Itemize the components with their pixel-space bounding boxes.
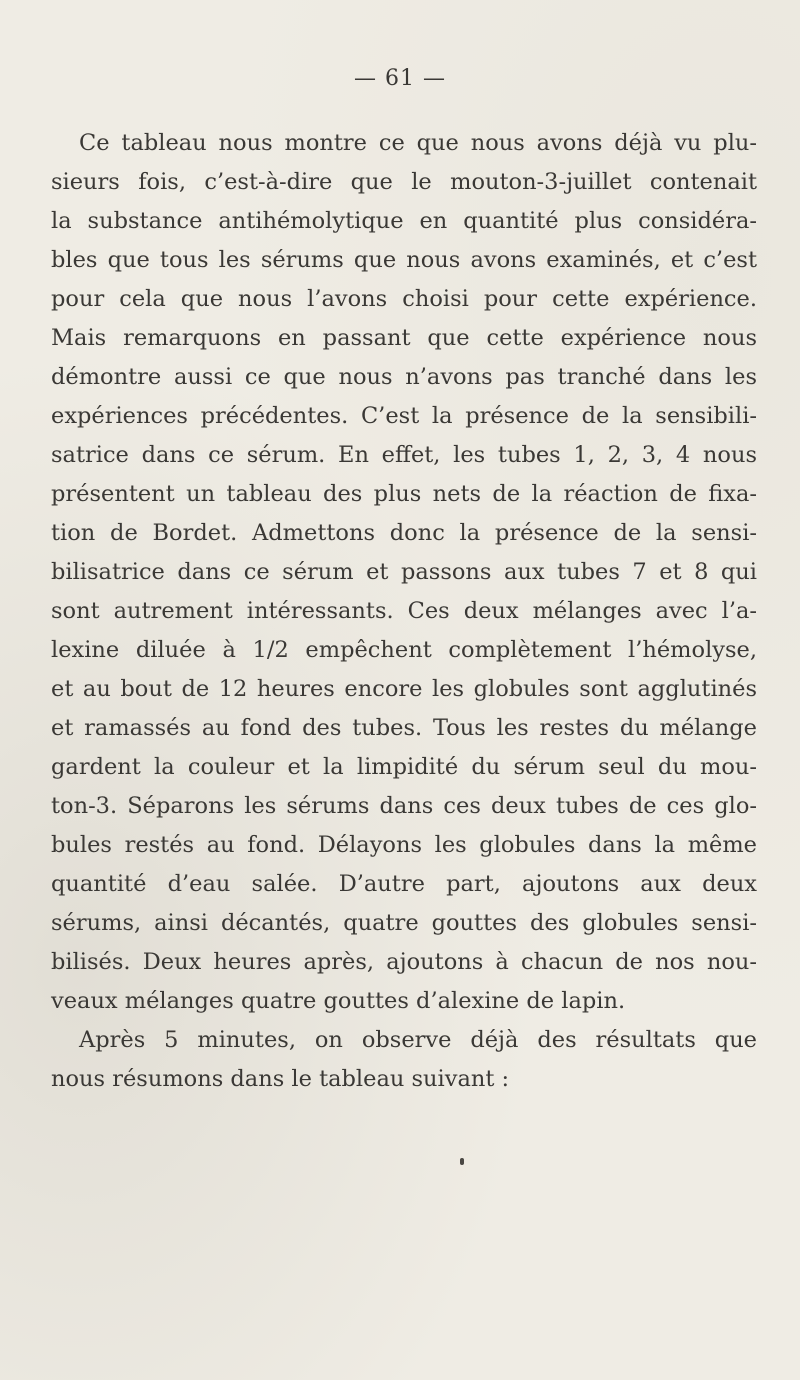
text-line: bilisatrice dans ce sérum et passons aux tubes 7 et 8 qui [51, 559, 757, 585]
page-number: — 61 — [354, 66, 446, 91]
text-line: la substance antihémolytique en quantité plus considéra- [51, 208, 757, 234]
text-line: sérums, ainsi décantés, quatre gouttes des globules sensi- [51, 910, 757, 936]
ink-speck [460, 1158, 464, 1165]
text-line: tion de Bordet. Admettons donc la présence de la sensi- [51, 520, 757, 546]
text-line: gardent la couleur et la limpidité du sérum seul du mou- [51, 754, 757, 780]
text-line: démontre aussi ce que nous n’avons pas tranché dans les [51, 364, 757, 390]
text-line: Ce tableau nous montre ce que nous avons déjà vu plu- [79, 130, 757, 156]
text-line: sieurs fois, c’est-à-dire que le mouton-3-juillet contenait [51, 169, 757, 195]
text-line: ton-3. Séparons les sérums dans ces deux tubes de ces glo- [51, 793, 757, 819]
text-line: satrice dans ce sérum. En effet, les tubes 1, 2, 3, 4 nous [51, 442, 757, 468]
text-line: expériences précédentes. C’est la présence de la sensibili- [51, 403, 757, 429]
text-line: sont autrement intéressants. Ces deux mélanges avec l’a- [51, 598, 757, 624]
text-line: et ramassés au fond des tubes. Tous les restes du mélange [51, 715, 757, 741]
body-text [51, 124, 757, 1099]
text-line: présentent un tableau des plus nets de la réaction de fixa- [51, 481, 757, 507]
text-line: et au bout de 12 heures encore les globules sont agglutinés [51, 676, 757, 702]
text-line: pour cela que nous l’avons choisi pour cette expérience. [51, 286, 757, 312]
text-line: Mais remarquons en passant que cette expérience nous [51, 325, 757, 351]
text-line: Après 5 minutes, on observe déjà des résultats que [79, 1027, 757, 1053]
text-line: nous résumons dans le tableau suivant : [51, 1066, 510, 1092]
text-line: bilisés. Deux heures après, ajoutons à chacun de nos nou- [51, 949, 757, 975]
text-line: veaux mélanges quatre gouttes d’alexine de lapin. [51, 988, 626, 1014]
paragraph-2 [51, 1021, 757, 1099]
text-line: lexine diluée à 1/2 empêchent complètement l’hémolyse, [51, 637, 757, 663]
text-line: bles que tous les sérums que nous avons examinés, et c’est [51, 247, 757, 273]
text-line: bules restés au fond. Délayons les globules dans la même [51, 832, 757, 858]
text-line: quantité d’eau salée. D’autre part, ajoutons aux deux [51, 871, 757, 897]
paragraph-1 [51, 124, 757, 1021]
